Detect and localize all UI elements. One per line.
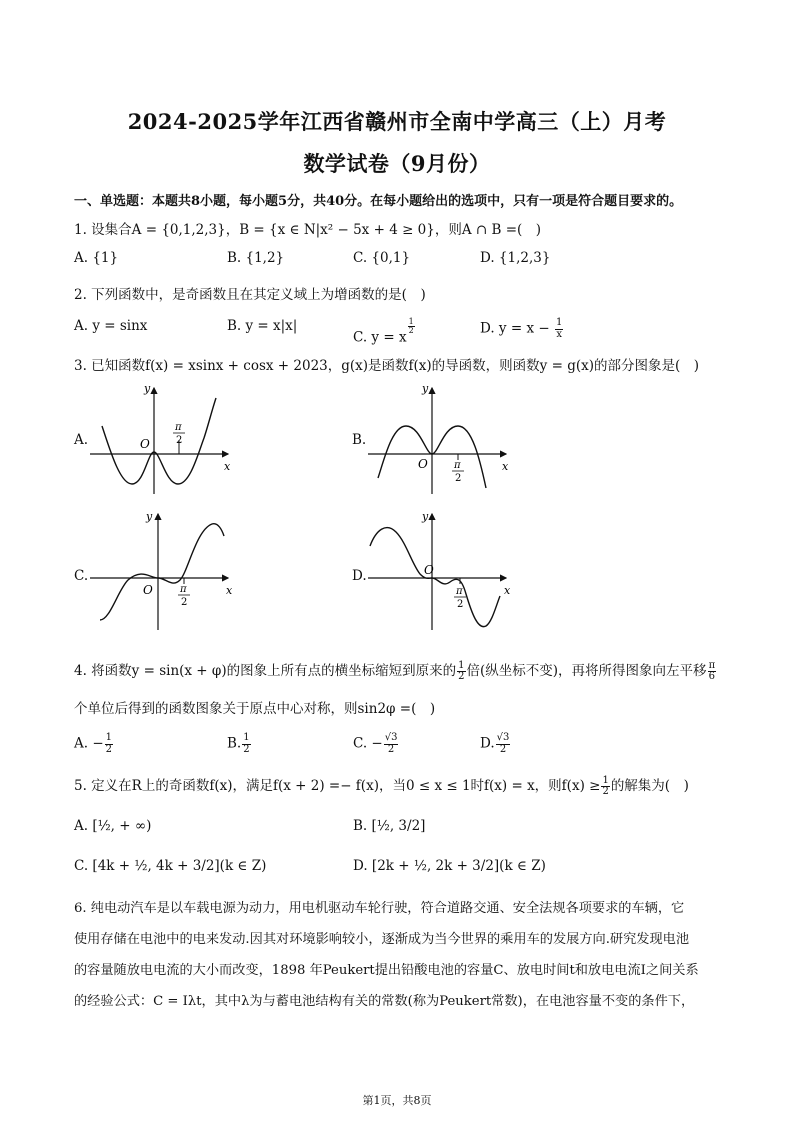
q2-d-frac-num: 1 <box>555 317 563 328</box>
q2-option-c-exponent <box>408 318 415 336</box>
q5-half-num: 1 <box>602 774 609 786</box>
q3-option-c-label: C. <box>74 568 89 584</box>
question-1-stem: 1. 设集合A = {0,1,2,3}，B = {x ∈ N|x² − 5x + 4 ≥ 0}，则A ∩ B =( ) <box>74 222 542 238</box>
q4-b-den: 2 <box>243 743 250 755</box>
question-3-stem: 3. 已知函数f(x) = xsinx + cosx + 2023，g(x)是函数f(x)的导函数，则函数y = g(x)的部分图象是( ) <box>74 358 700 374</box>
question-6-line-1: 6. 纯电动汽车是以车载电源为动力，用电机驱动车轮行驶，符合道路交通、安全法规各项要求的车辆，它 <box>74 901 685 916</box>
q4-half-num: 1 <box>458 659 465 671</box>
q4-option-d <box>480 733 511 755</box>
y-axis-label: y <box>422 510 429 523</box>
q3-graph-b <box>366 380 526 498</box>
question-6-line-4: 的经验公式：C = Iλt，其中λ为与蓄电池结构有关的常数(称为Peukert常数)，在电池容量不变的条件下， <box>74 994 695 1009</box>
q4-c-num: √3 <box>384 732 398 743</box>
curve <box>100 524 224 620</box>
q4-half-fraction <box>457 661 465 683</box>
q4-option-a <box>74 733 114 755</box>
tick-label-den: 2 <box>181 597 188 608</box>
tick-label-num: π <box>454 460 461 471</box>
q4-stem-a: 4. 将函数y = sin(x + φ)的图象上所有点的横坐标缩短到原来的 <box>74 663 457 679</box>
question-5-stem <box>74 774 689 798</box>
q3-option-b-label: B. <box>352 432 367 448</box>
y-axis-label: y <box>422 382 429 395</box>
q2-c-exp-num: 1 <box>408 317 414 326</box>
q1-option-c: C. {0,1} <box>353 250 411 266</box>
q4-option-b-label: B. <box>227 735 242 752</box>
q4-option-b-fraction <box>242 733 250 755</box>
x-axis-label: x <box>502 460 509 473</box>
q2-d-frac-den: x <box>556 328 562 340</box>
q4-shift-fraction <box>708 661 717 683</box>
q4-option-b <box>227 733 252 755</box>
curve <box>102 398 216 484</box>
q3-option-d-label: D. <box>352 568 367 584</box>
q1-option-b: B. {1,2} <box>227 250 285 266</box>
origin-label: O <box>140 437 150 451</box>
q4-c-den: 2 <box>387 743 395 755</box>
tick-label-den: 2 <box>176 435 183 446</box>
q4-a-num: 1 <box>105 732 113 743</box>
origin-label: O <box>418 457 428 471</box>
q5-stem-b: 的解集为( ) <box>610 778 689 794</box>
origin-label: O <box>143 583 153 597</box>
exam-subtitle: 数学试卷（9月份） <box>303 151 491 176</box>
q4-option-a-fraction <box>105 733 113 755</box>
tick-label-num: π <box>175 422 182 433</box>
q4-option-a-label: A. − <box>74 735 104 752</box>
q2-option-b: B. y = x|x| <box>227 318 298 334</box>
q4-option-d-label: D. <box>480 735 495 752</box>
q2-option-d <box>480 318 564 340</box>
q3-graph-a <box>88 380 248 498</box>
question-2-stem: 2. 下列函数中，是奇函数且在其定义域上为增函数的是( ) <box>74 287 426 303</box>
x-axis-label: x <box>226 584 233 597</box>
question-6-line-3: 的容量随放电电流的大小而改变，1898 年Peukert提出铅酸电池的容量C、放电时间t和放电电流I之间关系 <box>74 963 699 978</box>
q5-stem-a: 5. 定义在R上的奇函数f(x)，满足f(x + 2) =− f(x)，当0 ≤ x ≤ 1时f(x) = x，则f(x) ≥ <box>74 778 601 794</box>
page-footer: 第1页，共8页 <box>362 1094 432 1107</box>
q2-option-c-text: C. y = x <box>353 329 407 346</box>
y-axis-label: y <box>146 510 153 523</box>
q5-option-d: D. [2k + ½, 2k + 3/2](k ∈ Z) <box>353 858 546 874</box>
q2-option-a: A. y = sinx <box>74 318 148 334</box>
question-6-line-2: 使用存储在电池中的电来发动.因其对环境影响较小，逐渐成为当今世界的乘用车的发展方向.研究发现电池 <box>74 932 690 947</box>
q5-option-b: B. [½, 3/2] <box>353 818 426 834</box>
q2-option-d-fraction <box>555 318 563 340</box>
q4-a-den: 2 <box>105 743 113 755</box>
origin-label: O <box>424 563 434 577</box>
section-heading: 一、单选题：本题共8小题，每小题5分，共40分。在每小题给出的选项中，只有一项是符合题目要求的。 <box>74 194 683 209</box>
q4-half-den: 2 <box>458 671 465 682</box>
curve <box>370 528 500 627</box>
q2-c-exp-den: 2 <box>408 326 414 336</box>
exam-title: 2024-2025学年江西省赣州市全南中学高三（上）月考 <box>127 109 667 134</box>
tick-label-num: π <box>180 584 187 595</box>
q4-shift-num: π <box>708 659 716 671</box>
q2-option-d-text: D. y = x − <box>480 320 550 337</box>
tick-label-den: 2 <box>455 473 462 484</box>
q5-half-fraction <box>601 776 609 798</box>
question-4-stem-line2: 个单位后得到的函数图象关于原点中心对称，则sin2φ =( ) <box>74 701 436 717</box>
q1-option-d: D. {1,2,3} <box>480 250 551 266</box>
q2-option-c <box>353 318 416 345</box>
q4-d-den: 2 <box>499 743 507 755</box>
q1-option-a: A. {1} <box>74 250 119 266</box>
y-axis-label: y <box>144 382 151 395</box>
question-4-stem-line1 <box>74 659 717 683</box>
q3-graph-c <box>88 510 248 636</box>
q4-shift-den: 6 <box>708 671 716 682</box>
q4-stem-b: 倍(纵坐标不变)，再将所得图象向左平移 <box>466 663 707 679</box>
q4-b-num: 1 <box>243 732 250 743</box>
q4-d-num: √3 <box>496 732 510 743</box>
q5-option-a: A. [½, + ∞) <box>74 818 152 834</box>
tick-label-num: π <box>456 586 463 597</box>
q4-option-c-label: C. − <box>353 735 383 752</box>
q3-option-a-label: A. <box>74 432 89 448</box>
q4-option-d-fraction <box>496 733 511 755</box>
q3-graph-d <box>366 510 526 636</box>
tick-label-den: 2 <box>457 599 464 610</box>
q5-half-den: 2 <box>602 786 609 797</box>
x-axis-label: x <box>504 584 511 597</box>
q5-option-c: C. [4k + ½, 4k + 3/2](k ∈ Z) <box>74 858 267 874</box>
q4-option-c-fraction <box>384 733 399 755</box>
q4-option-c <box>353 733 399 755</box>
x-axis-label: x <box>224 460 231 473</box>
